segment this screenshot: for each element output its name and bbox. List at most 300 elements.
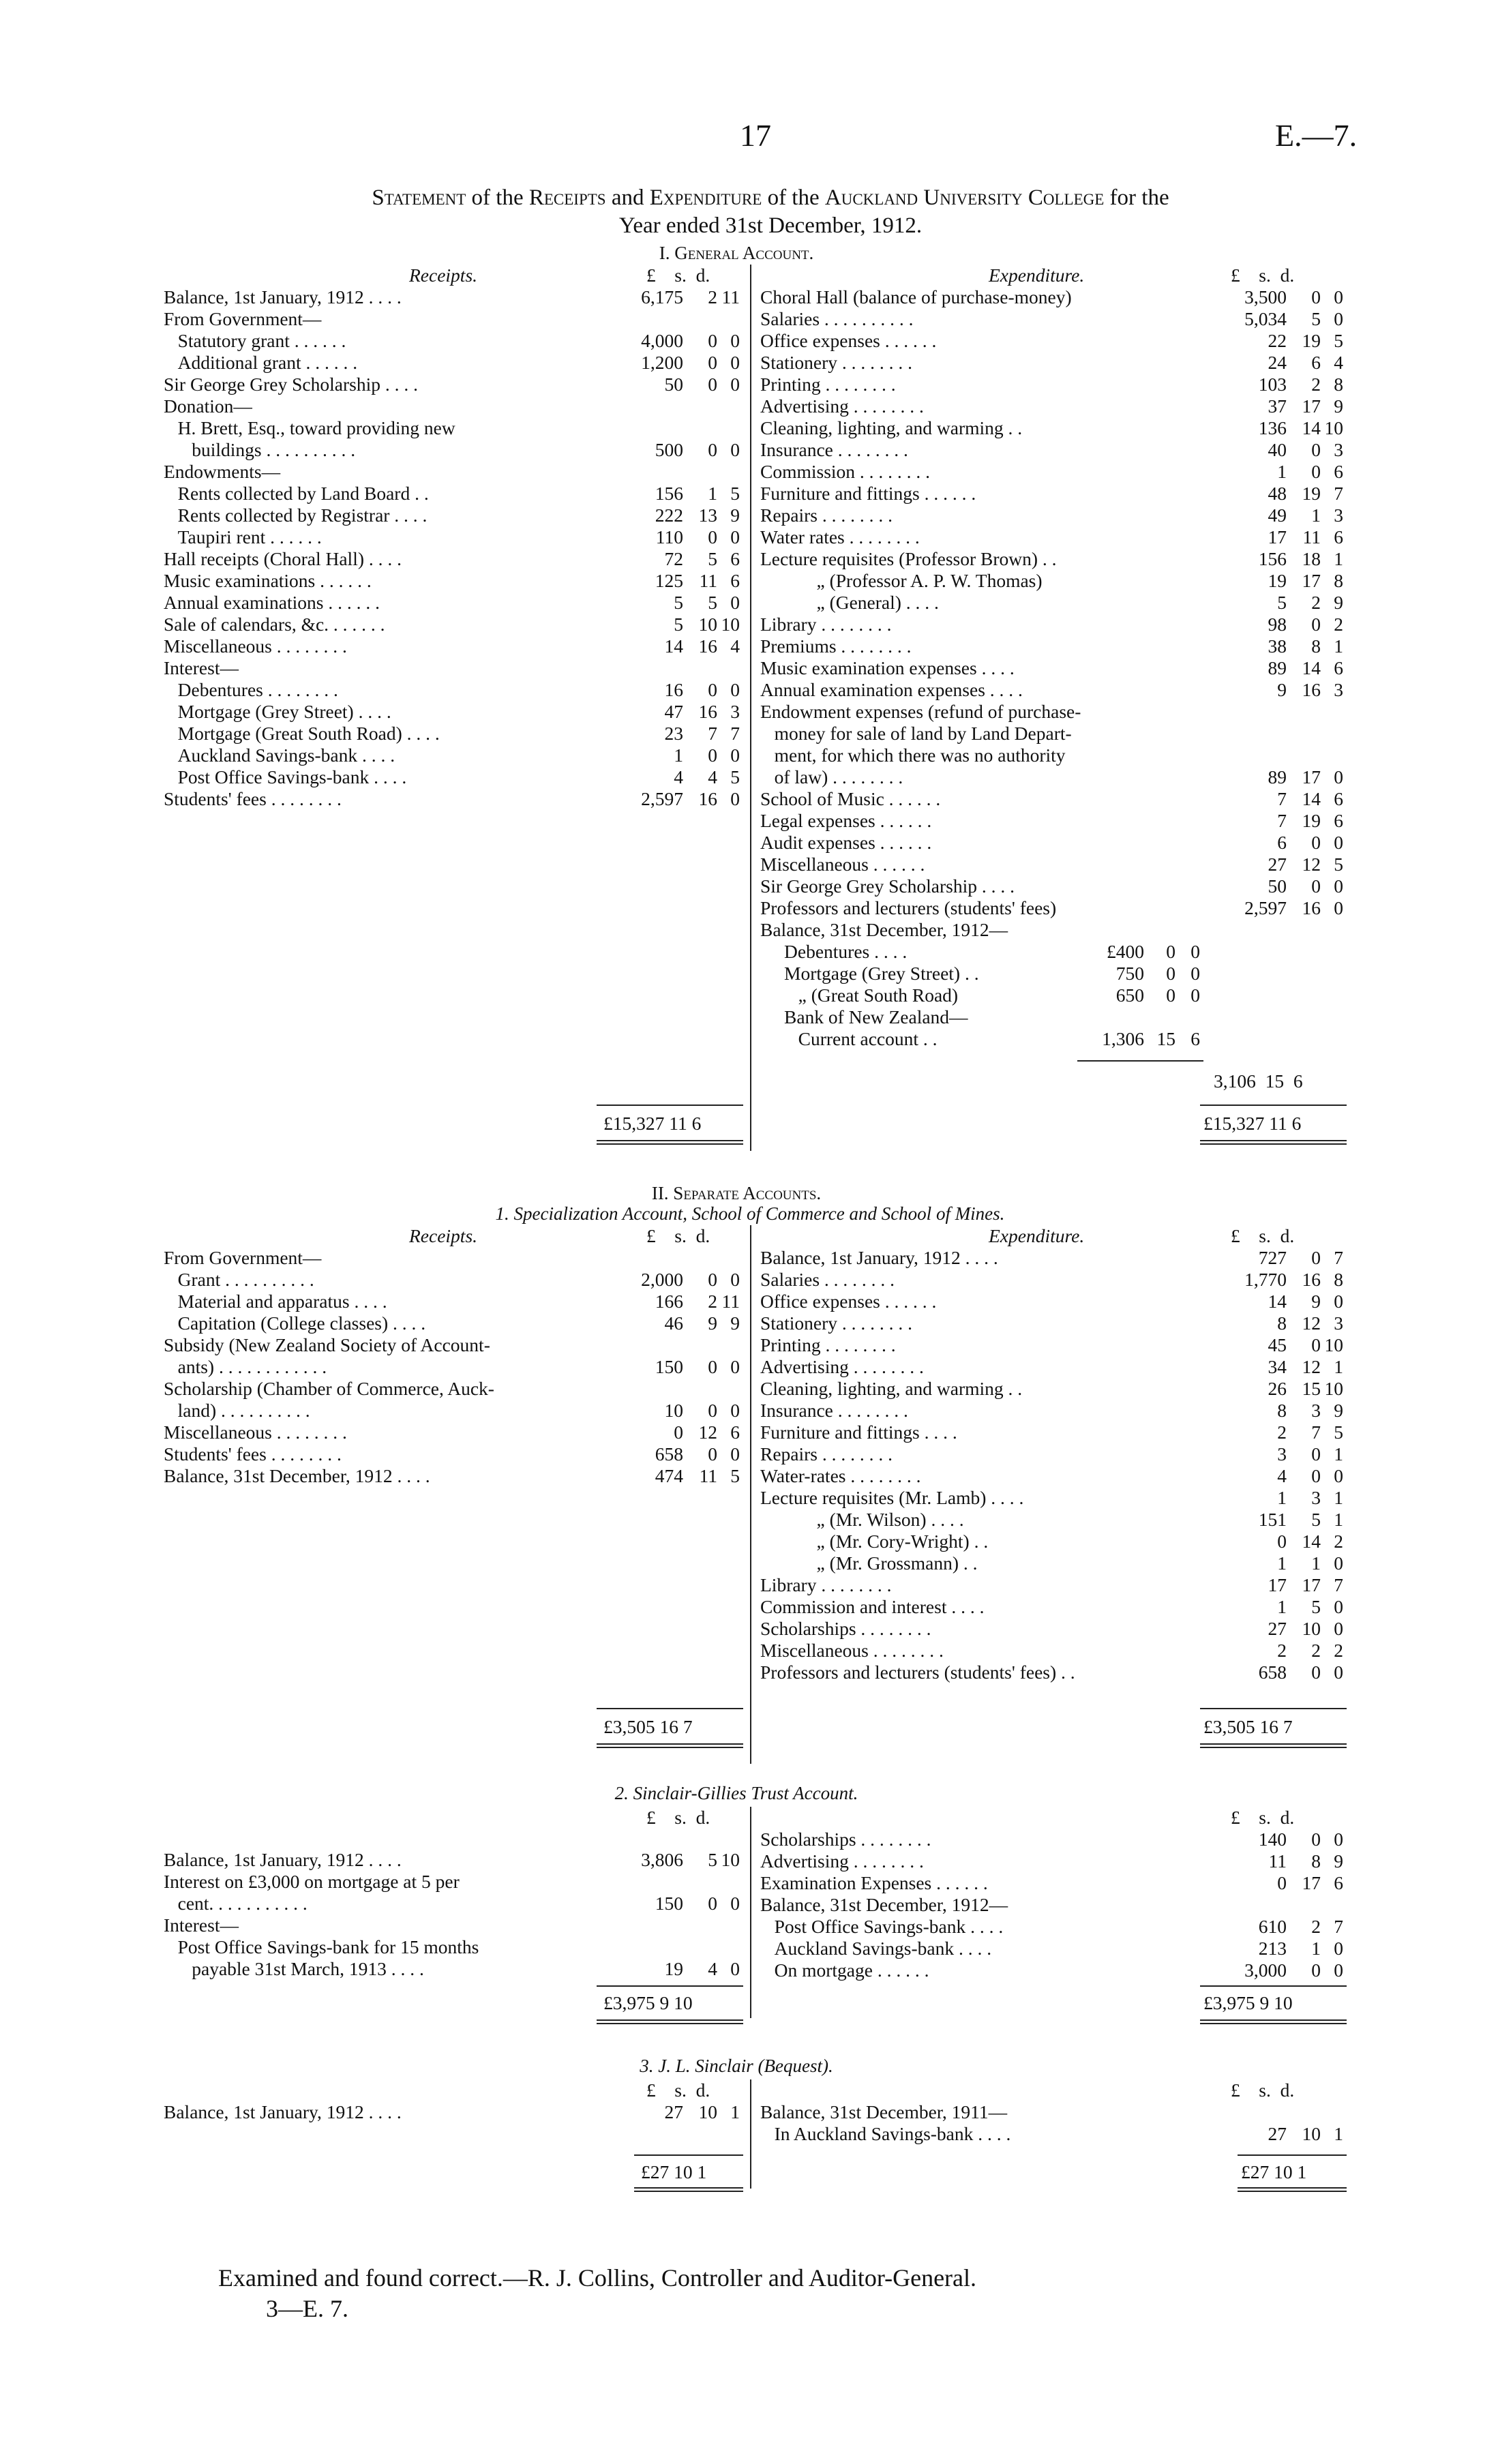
ledger-row — [164, 1465, 743, 1487]
pence-value: 6 — [730, 1422, 740, 1443]
pence-value: 0 — [1334, 1662, 1343, 1683]
ledger-item-label: Furniture and fittings . . . . — [760, 1422, 957, 1443]
general-balance-total — [1214, 1070, 1303, 1092]
pounds-value: 49 — [1268, 505, 1287, 526]
ledger-row — [164, 1247, 743, 1269]
pounds-value: 7 — [1277, 810, 1287, 831]
special-expenditure-total-rule — [1200, 1708, 1347, 1709]
ledger-item-label: Taupiri rent . . . . . . — [164, 526, 322, 547]
pence-value: 7 — [730, 723, 740, 744]
shillings-value: 0 — [1311, 832, 1321, 853]
ledger-row — [760, 308, 1347, 330]
shillings-value: 7 — [708, 723, 717, 744]
ledger-row — [760, 548, 1347, 570]
ledger-item-label: Commission . . . . . . . . — [760, 461, 931, 482]
ledger-row — [760, 570, 1347, 592]
shillings-value: 0 — [1311, 1334, 1321, 1355]
pence-value: 0 — [730, 1958, 740, 1979]
shilling-header: s. — [674, 1225, 687, 1246]
pence-value: 0 — [730, 374, 740, 395]
sg-total-rule — [597, 1985, 743, 1987]
shillings-value: 13 — [698, 505, 717, 526]
pounds-value: 1,200 — [641, 352, 683, 373]
ledger-item-label: payable 31st March, 1913 . . . . — [164, 1958, 424, 1979]
ledger-row — [760, 1640, 1347, 1662]
shillings-value: 16 — [1302, 897, 1321, 918]
title-word: for the — [1109, 185, 1169, 210]
sg-receipts-total: £3,975 9 10 — [603, 1992, 693, 2013]
ledger-item-label: Balance, 1st January, 1912 . . . . — [760, 1247, 998, 1268]
bequest-receipts-total: £27 10 1 — [641, 2161, 707, 2182]
ledger-item-label: Debentures . . . . — [784, 941, 908, 962]
shilling-header: s. — [1259, 1225, 1271, 1246]
pounds-value: 610 — [1258, 1916, 1287, 1937]
ledger-row — [760, 1334, 1347, 1356]
special-double-rule — [1200, 1743, 1347, 1745]
pounds-value: 22 — [1268, 330, 1287, 351]
ledger-item-label: Grant . . . . . . . . . . — [164, 1269, 314, 1290]
pounds-value: 0 — [1277, 1872, 1287, 1893]
pounds-value: 27 — [1268, 2123, 1287, 2144]
ledger-item-label: Repairs . . . . . . . . — [760, 1443, 893, 1464]
ledger-item-label: money for sale of land by Land Depart- — [760, 723, 1072, 744]
ledger-item-label: Legal expenses . . . . . . — [760, 810, 932, 831]
shillings-value: 19 — [1302, 483, 1321, 504]
pence-value: 4 — [730, 635, 740, 657]
pence-value: 0 — [730, 788, 740, 809]
ledger-row — [760, 1872, 1347, 1894]
ledger-row — [164, 788, 743, 810]
general-expenditure-double-rule — [1200, 1143, 1347, 1145]
ledger-row — [760, 1894, 1347, 1916]
pence-value: 0 — [1334, 1618, 1343, 1639]
pounds-value: 5 — [1277, 592, 1287, 613]
ledger-item-label: ants) . . . . . . . . . . . . — [164, 1356, 327, 1377]
ledger-row — [164, 1291, 743, 1312]
ledger-row — [164, 526, 743, 548]
shillings-value: 0 — [708, 1443, 717, 1464]
ledger-row — [760, 635, 1347, 657]
general-receipts-total-rule — [597, 1105, 743, 1106]
ledger-row — [164, 330, 743, 352]
pence-value: 0 — [730, 330, 740, 351]
shillings-value: 7 — [1311, 1422, 1321, 1443]
pounds-value: 89 — [1268, 657, 1287, 678]
sg-total-rule — [1200, 1985, 1347, 1987]
pounds-value: 1 — [1277, 461, 1287, 482]
ledger-row — [164, 1958, 743, 1980]
pounds-value: 19 — [1268, 570, 1287, 591]
ledger-item-label: Students' fees . . . . . . . . — [164, 788, 342, 809]
ledger-row — [164, 1914, 743, 1936]
ledger-item-label: Lecture requisites (Mr. Lamb) . . . . — [760, 1487, 1024, 1508]
pence-value: 0 — [730, 1893, 740, 1914]
ledger-row — [760, 1291, 1347, 1312]
pounds-value: 19 — [664, 1958, 683, 1979]
ledger-item-label: Office expenses . . . . . . — [760, 330, 937, 351]
pounds-value: 156 — [1258, 548, 1287, 569]
ledger-row — [164, 286, 743, 308]
pence-value: 0 — [1334, 1829, 1343, 1850]
pence-value: 0 — [730, 592, 740, 613]
pence-value: 2 — [1334, 1640, 1343, 1661]
pence-value: 0 — [730, 1443, 740, 1464]
ledger-item-label: Scholarships . . . . . . . . — [760, 1829, 931, 1850]
shillings-value: 0 — [1311, 614, 1321, 635]
general-expenditure-total: £15,327 11 6 — [1203, 1113, 1302, 1134]
pound-header: £ — [646, 1225, 656, 1246]
shillings-value: 0 — [1311, 1443, 1321, 1464]
pounds-value: 222 — [655, 505, 683, 526]
ledger-row — [164, 352, 743, 374]
special-expenditure-list — [760, 1247, 1347, 1697]
ledger-row — [760, 1574, 1347, 1596]
pounds-value: 727 — [1258, 1247, 1287, 1268]
pence-value: 11 — [721, 1291, 740, 1312]
pounds-value: 3,500 — [1244, 286, 1287, 307]
shillings-value: 16 — [1302, 1269, 1321, 1290]
pence-value: 10 — [1324, 417, 1343, 438]
ledger-item-label: Water rates . . . . . . . . — [760, 526, 920, 547]
special-expenditure-label: Expenditure. — [989, 1225, 1085, 1246]
pence-header: d. — [1280, 1225, 1295, 1246]
pence-header: d. — [1280, 2079, 1295, 2101]
ledger-row — [760, 1356, 1347, 1378]
ledger-item-label: Miscellaneous . . . . . . . . — [164, 1422, 347, 1443]
shillings-value: 12 — [1302, 854, 1321, 875]
ledger-item-label: Office expenses . . . . . . — [760, 1291, 937, 1312]
pounds-value: 6,175 — [641, 286, 683, 307]
shillings-value: 18 — [1302, 548, 1321, 569]
ledger-row — [760, 1422, 1347, 1443]
pence-value: 0 — [1334, 766, 1343, 787]
shillings-value: 16 — [1302, 679, 1321, 700]
pence-value: 9 — [1334, 395, 1343, 417]
statement-title — [164, 185, 1377, 211]
pence-value: 7 — [1334, 483, 1343, 504]
page-number: 17 — [740, 118, 771, 153]
ledger-item-label: Commission and interest . . . . — [760, 1596, 985, 1617]
shillings-value: 0 — [1311, 875, 1321, 897]
pounds-value: 1 — [674, 745, 683, 766]
ledger-item-label: Interest— — [164, 657, 239, 678]
pence-value: 10 — [721, 1849, 740, 1870]
pence-value: 0 — [1334, 1552, 1343, 1574]
ledger-item-label: Repairs . . . . . . . . — [760, 505, 893, 526]
general-balance-items — [784, 941, 1207, 1057]
pounds-value: 125 — [655, 570, 683, 591]
pence-value: 0 — [1334, 308, 1343, 329]
ledger-item-label: Miscellaneous . . . . . . . . — [164, 635, 347, 657]
shillings-value: 5 — [1311, 308, 1321, 329]
ledger-row — [760, 1850, 1347, 1872]
ledger-item-label: Premiums . . . . . . . . — [760, 635, 912, 657]
pounds-value: 16 — [664, 679, 683, 700]
pence-value: 8 — [1334, 570, 1343, 591]
ledger-item-label: Furniture and fittings . . . . . . — [760, 483, 976, 504]
pence-value: 6 — [730, 570, 740, 591]
shillings-value: 1 — [1311, 1938, 1321, 1959]
balance-total-shillings: 15 — [1265, 1070, 1285, 1092]
ledger-row — [760, 614, 1347, 635]
pence-value: 6 — [1334, 788, 1343, 809]
ledger-row — [164, 1871, 743, 1893]
pence-value: 7 — [1334, 1574, 1343, 1595]
pence-value: 0 — [1334, 1291, 1343, 1312]
ledger-item-label: „ (Professor A. P. W. Thomas) — [760, 570, 1043, 591]
pence-value: 5 — [730, 483, 740, 504]
pounds-value: 140 — [1258, 1829, 1287, 1850]
ledger-row — [760, 679, 1347, 701]
pounds-value: 27 — [1268, 1618, 1287, 1639]
ledger-row — [760, 374, 1347, 395]
ledger-item-label: Rents collected by Registrar . . . . — [164, 505, 428, 526]
shillings-value: 15 — [1156, 1028, 1175, 1049]
pounds-value: 24 — [1268, 352, 1287, 373]
pence-value: 5 — [730, 766, 740, 787]
sg-expenditure-total: £3,975 9 10 — [1203, 1992, 1293, 2013]
pence-value: 5 — [730, 1465, 740, 1486]
pence-value: 0 — [1334, 286, 1343, 307]
pence-value: 6 — [1334, 810, 1343, 831]
sg-double-rule — [1200, 2023, 1347, 2024]
general-account-heading: I. General Account. — [659, 243, 814, 263]
shillings-value: 2 — [1311, 1640, 1321, 1661]
ledger-row — [760, 1531, 1347, 1552]
pounds-value: 98 — [1268, 614, 1287, 635]
pounds-value: 103 — [1258, 374, 1287, 395]
ledger-row — [760, 1247, 1347, 1269]
pence-value: 3 — [1334, 439, 1343, 460]
ledger-row — [760, 1552, 1347, 1574]
pounds-value: 500 — [655, 439, 683, 460]
shillings-value: 0 — [1311, 461, 1321, 482]
pounds-value: 8 — [1277, 1312, 1287, 1334]
ledger-item-label: Balance, 31st December, 1912 . . . . — [164, 1465, 430, 1486]
ledger-item-label: Mortgage (Grey Street) . . — [784, 963, 979, 984]
pence-header: d. — [695, 265, 710, 286]
pence-value: 0 — [1190, 985, 1200, 1006]
ledger-item-label: Donation— — [164, 395, 252, 417]
special-double-rule — [597, 1743, 743, 1745]
ledger-row — [164, 395, 743, 417]
pounds-value: 750 — [1115, 963, 1144, 984]
general-receipts-double-rule — [597, 1143, 743, 1145]
ledger-item-label: ment, for which there was no authority — [760, 745, 1066, 766]
pence-value: 8 — [1334, 374, 1343, 395]
pence-value: 0 — [730, 679, 740, 700]
pence-value: 7 — [1334, 1247, 1343, 1268]
pound-header: £ — [646, 2079, 656, 2101]
ledger-item-label: Insurance . . . . . . . . — [760, 439, 908, 460]
shillings-value: 10 — [698, 2101, 717, 2122]
pence-value: 1 — [1334, 2123, 1343, 2144]
pence-value: 2 — [1334, 1531, 1343, 1552]
bequest-expenditure-list — [760, 2101, 1347, 2156]
sg-receipts-lsd-header — [646, 1807, 710, 1829]
pounds-value: 3,806 — [641, 1849, 683, 1870]
ledger-item-label: of law) . . . . . . . . — [760, 766, 903, 787]
bequest-expenditure-total: £27 10 1 — [1241, 2161, 1307, 2182]
pence-header: d. — [695, 2079, 710, 2101]
bequest-total-rule — [1238, 2154, 1347, 2156]
ledger-row — [760, 1916, 1347, 1938]
pence-header: d. — [695, 1807, 710, 1828]
pounds-value: 0 — [1277, 1531, 1287, 1552]
shilling-header: s. — [1259, 2079, 1271, 2101]
ledger-item-label: From Government— — [164, 1247, 322, 1268]
ledger-row — [760, 2123, 1347, 2145]
shillings-value: 0 — [708, 374, 717, 395]
ledger-item-label: buildings . . . . . . . . . . — [164, 439, 356, 460]
shillings-value: 0 — [708, 1893, 717, 1914]
sinclair-bequest-heading: 3. J. L. Sinclair (Bequest). — [640, 2056, 833, 2076]
sinclair-gillies-heading: 2. Sinclair-Gillies Trust Account. — [614, 1783, 858, 1803]
ledger-item-label: Miscellaneous . . . . . . . . — [760, 1640, 944, 1661]
pence-value: 1 — [1334, 1356, 1343, 1377]
shillings-value: 10 — [698, 614, 717, 635]
shillings-value: 0 — [1311, 1959, 1321, 1981]
pence-value: 1 — [1334, 635, 1343, 657]
ledger-row — [760, 1829, 1347, 1850]
ledger-item-label: Lecture requisites (Professor Brown) . . — [760, 548, 1057, 569]
pound-header: £ — [1231, 265, 1240, 286]
examined-statement: Examined and found correct.—R. J. Collins, Controller and Auditor-General. — [218, 2264, 977, 2292]
shillings-value: 3 — [1311, 1400, 1321, 1421]
ledger-row — [760, 1443, 1347, 1465]
ledger-item-label: Printing . . . . . . . . — [760, 374, 896, 395]
pounds-value: 658 — [655, 1443, 683, 1464]
shillings-value: 19 — [1302, 810, 1321, 831]
ledger-row — [760, 1400, 1347, 1422]
shillings-value: 17 — [1302, 395, 1321, 417]
ledger-item-label: Statutory grant . . . . . . — [164, 330, 346, 351]
shillings-value: 0 — [1311, 1829, 1321, 1850]
ledger-row — [164, 570, 743, 592]
shillings-value: 5 — [1311, 1596, 1321, 1617]
shillings-value: 0 — [1311, 1247, 1321, 1268]
shillings-value: 5 — [1311, 1509, 1321, 1530]
ledger-item-label: Subsidy (New Zealand Society of Account- — [164, 1334, 490, 1355]
shillings-value: 0 — [1166, 941, 1175, 962]
pounds-value: 10 — [664, 1400, 683, 1421]
shillings-value: 11 — [1302, 526, 1321, 547]
pence-value: 11 — [721, 286, 740, 307]
ledger-row — [164, 1378, 743, 1400]
pence-value: 2 — [1334, 614, 1343, 635]
ledger-item-label: Mortgage (Great South Road) . . . . — [164, 723, 440, 744]
sg-double-rule — [597, 2019, 743, 2021]
title-word: Statement — [372, 185, 466, 210]
title-word: Auckland University College — [824, 185, 1105, 210]
ledger-item-label: „ (Mr. Wilson) . . . . — [760, 1509, 964, 1530]
ledger-row — [760, 1938, 1347, 1959]
pence-value: 5 — [1334, 1422, 1343, 1443]
bequest-receipts-lsd-header — [646, 2079, 710, 2101]
ledger-row — [760, 897, 1347, 919]
bequest-double-rule — [1238, 2191, 1347, 2192]
shillings-value: 16 — [698, 701, 717, 722]
pence-value: 0 — [1190, 941, 1200, 962]
specialization-heading: 1. Specialization Account, School of Commerce and School of Mines. — [495, 1203, 1005, 1224]
ledger-row — [760, 330, 1347, 352]
special-receipts-label: Receipts. — [409, 1225, 478, 1246]
pence-value: 0 — [730, 745, 740, 766]
sg-double-rule — [1200, 2019, 1347, 2021]
footer-reference: 3—E. 7. — [266, 2295, 348, 2322]
pence-value: 1 — [1334, 548, 1343, 569]
shillings-value: 9 — [1311, 1291, 1321, 1312]
ledger-row — [164, 1936, 743, 1958]
ledger-row — [164, 1893, 743, 1914]
ledger-item-label: Endowment expenses (refund of purchase- — [760, 701, 1081, 722]
ledger-item-label: Capitation (College classes) . . . . — [164, 1312, 426, 1334]
ledger-item-label: Current account . . — [784, 1028, 938, 1049]
special-column-divider — [750, 1225, 751, 1764]
pounds-value: 34 — [1268, 1356, 1287, 1377]
pound-header: £ — [646, 265, 656, 286]
pounds-value: 150 — [655, 1356, 683, 1377]
pence-value: 3 — [1334, 505, 1343, 526]
pence-value: 6 — [1334, 1872, 1343, 1893]
ledger-row — [164, 1422, 743, 1443]
pounds-value: 5 — [674, 614, 683, 635]
shillings-value: 8 — [1311, 1850, 1321, 1872]
pence-value: 0 — [730, 1269, 740, 1290]
pounds-value: 0 — [674, 1422, 683, 1443]
ledger-row — [760, 505, 1347, 526]
ledger-row — [164, 505, 743, 526]
ledger-item-label: „ (Mr. Grossmann) . . — [760, 1552, 978, 1574]
pounds-value: 3 — [1277, 1443, 1287, 1464]
pence-value: 9 — [1334, 1850, 1343, 1872]
pounds-value: 110 — [655, 526, 683, 547]
general-receipts-list — [164, 286, 743, 832]
sg-expenditure-lsd-header — [1231, 1807, 1294, 1829]
ledger-item-label: Cleaning, lighting, and warming . . — [760, 417, 1023, 438]
ledger-row — [164, 417, 743, 439]
shilling-header: s. — [1259, 1807, 1271, 1828]
pence-value: 1 — [1334, 1487, 1343, 1508]
ledger-row — [760, 1959, 1347, 1981]
balance-subtotal-rule — [1077, 1060, 1203, 1062]
ledger-row — [164, 2101, 743, 2123]
pounds-value: 2,000 — [641, 1269, 683, 1290]
ledger-row — [760, 723, 1347, 745]
pence-value: 6 — [1334, 526, 1343, 547]
shillings-value: 17 — [1302, 1574, 1321, 1595]
ledger-row — [760, 1487, 1347, 1509]
pounds-value: 48 — [1268, 483, 1287, 504]
bequest-expenditure-lsd-header — [1231, 2079, 1294, 2101]
ledger-row — [164, 614, 743, 635]
ledger-row — [760, 788, 1347, 810]
shillings-value: 2 — [708, 286, 717, 307]
ledger-row — [784, 1028, 1207, 1050]
ledger-item-label: Students' fees . . . . . . . . — [164, 1443, 342, 1464]
pounds-value: 6 — [1277, 832, 1287, 853]
pounds-value: 213 — [1258, 1938, 1287, 1959]
pounds-value: 17 — [1268, 526, 1287, 547]
shillings-value: 17 — [1302, 1872, 1321, 1893]
ledger-item-label: Mortgage (Grey Street) . . . . — [164, 701, 391, 722]
pence-value: 9 — [730, 505, 740, 526]
pounds-value: 46 — [664, 1312, 683, 1334]
ledger-row — [760, 745, 1347, 766]
pounds-value: 50 — [664, 374, 683, 395]
pounds-value: 5 — [674, 592, 683, 613]
pence-value: 3 — [730, 701, 740, 722]
